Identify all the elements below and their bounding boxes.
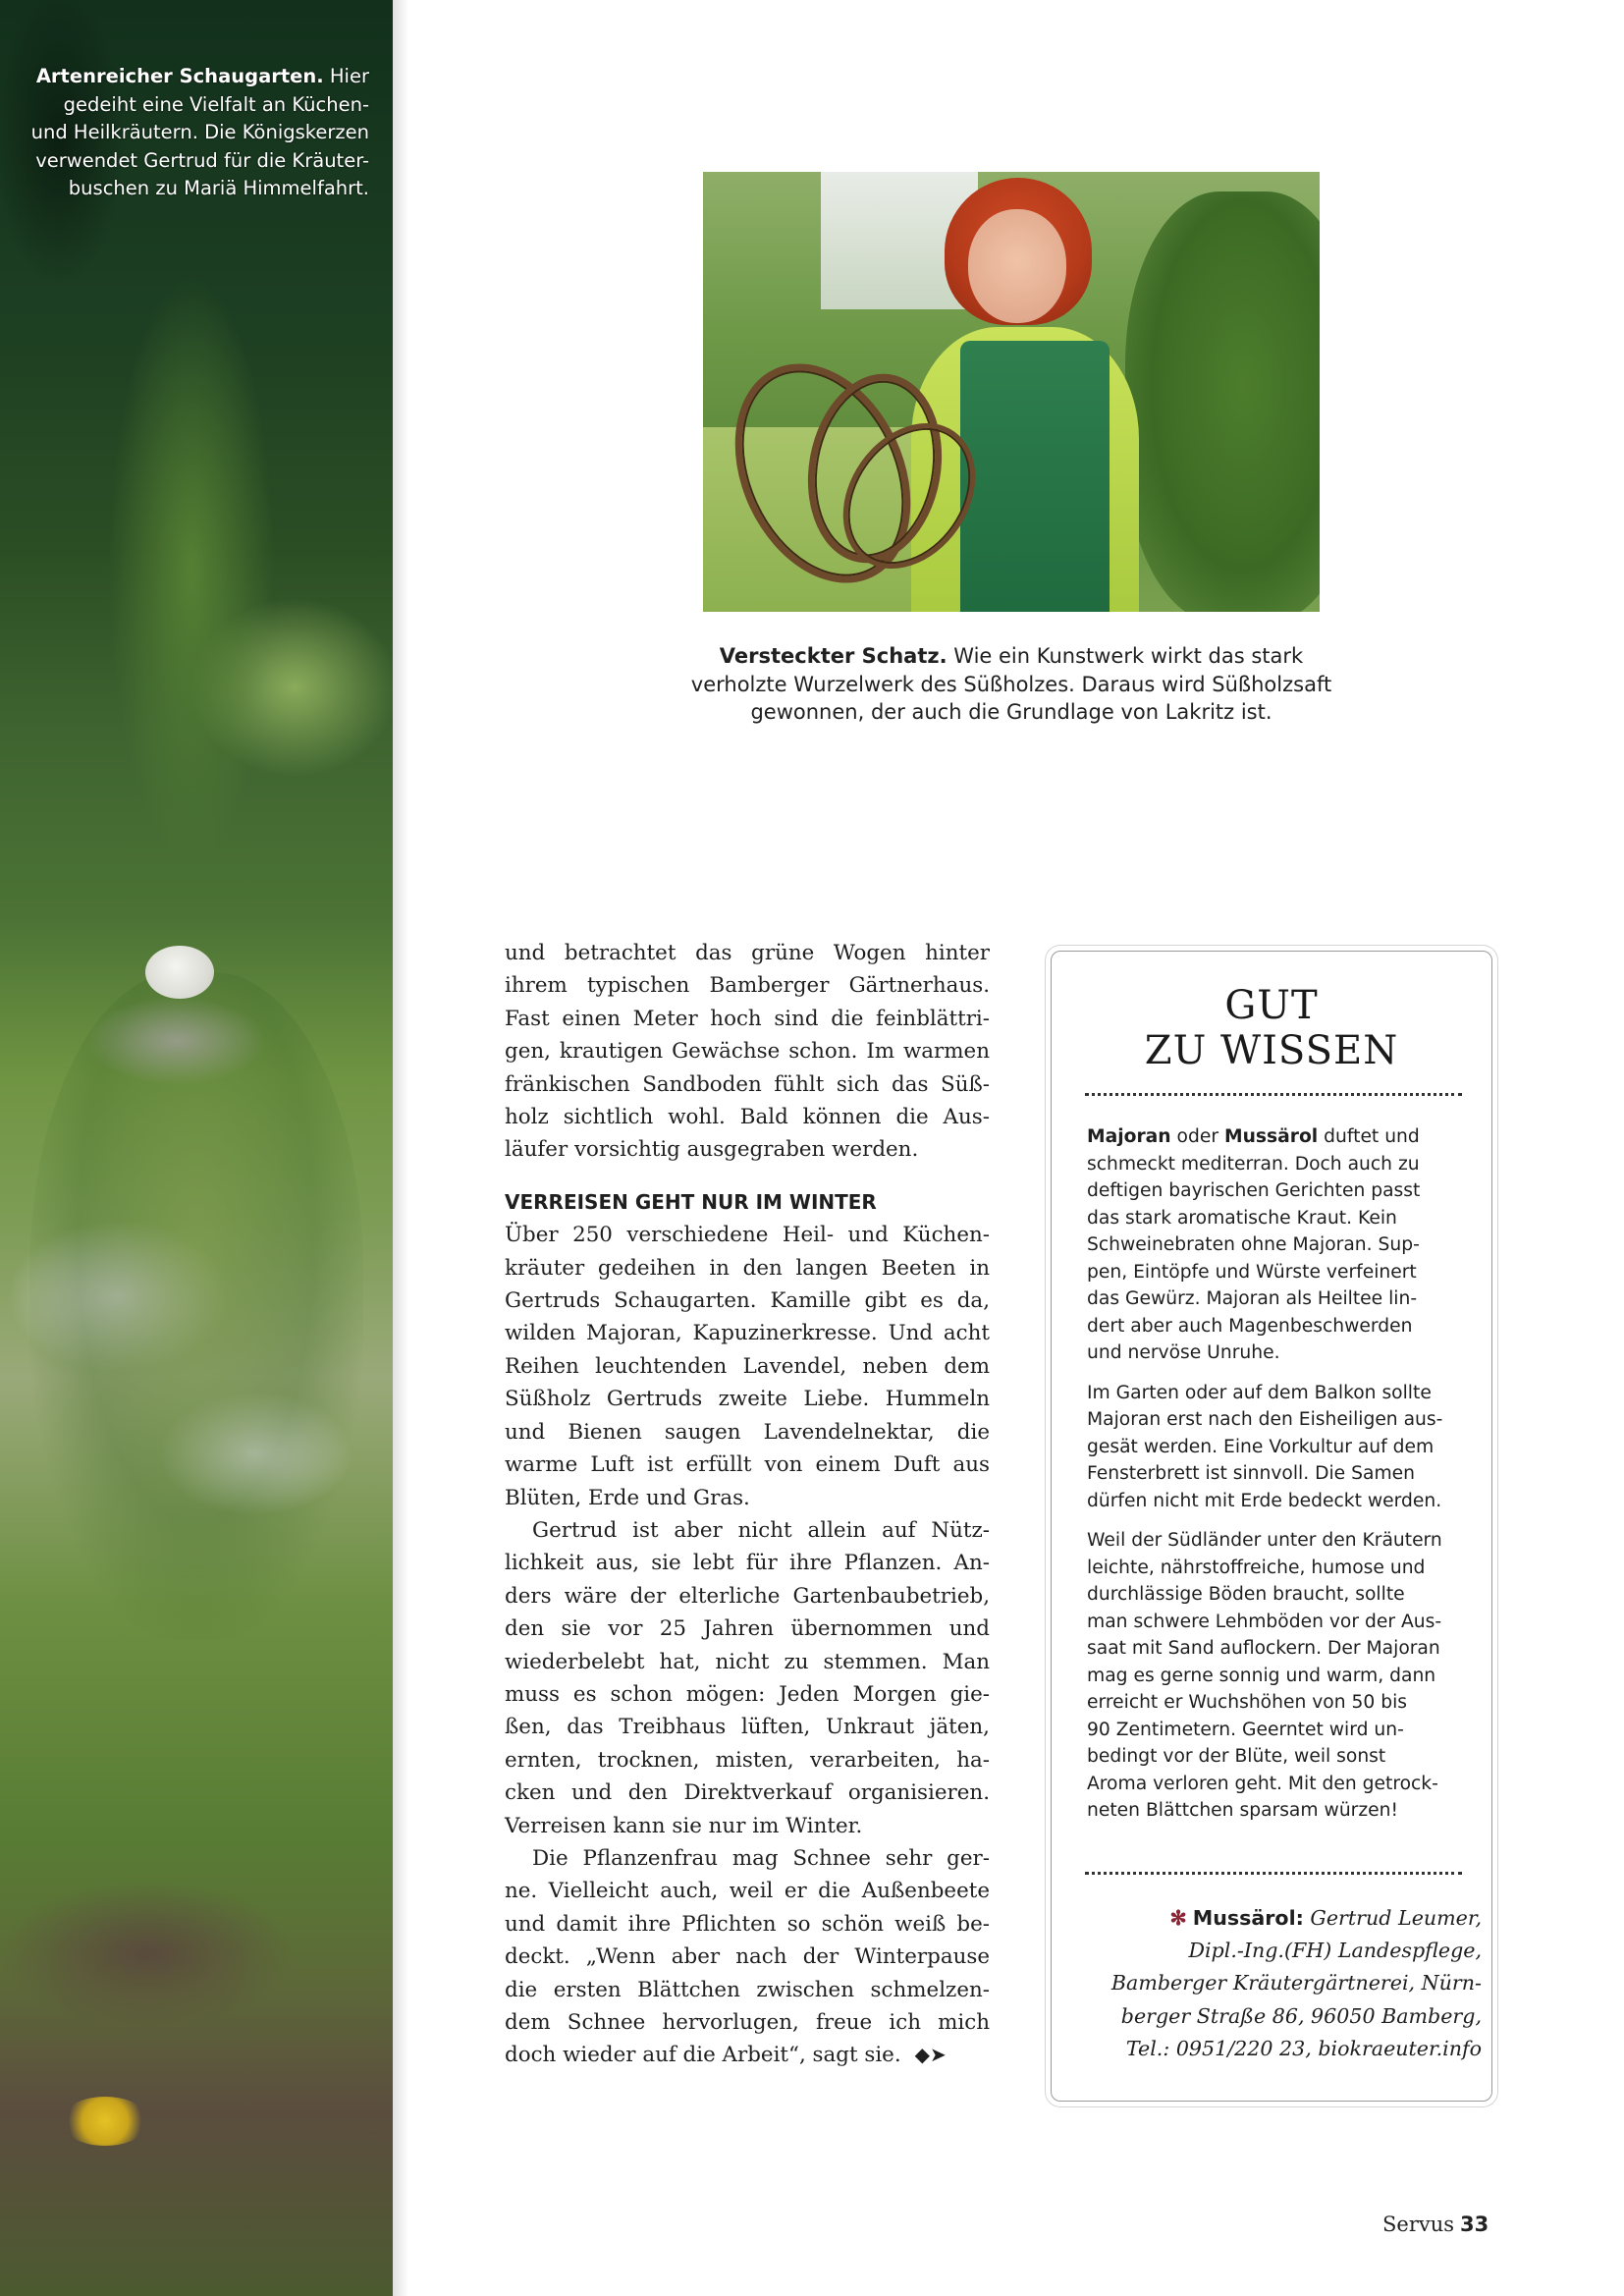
info-paragraph: Im Garten oder auf dem Balkon sollte Majoran erst nach den Eisheiligen aus- gesät werden. Eine Vorkultur auf dem Fensterbrett ist sinnvoll. Die Samen dürfen nicht mit Erde bedeckt werden. [1087, 1382, 1443, 1511]
article-line: ernten, trocknen, misten, verarbeiten, ha- [505, 1747, 990, 1773]
keyword-majoran: Majoran [1087, 1126, 1171, 1147]
article-line: Gertruds Schaugarten. Kamille gibt es da, [505, 1288, 990, 1314]
article-line: muss es schon mögen: Jeden Morgen gie- [505, 1681, 990, 1707]
article-line: warme Luft ist erfüllt von einem Duft aus [505, 1452, 990, 1478]
flower-icon: ✻ [1169, 1906, 1187, 1930]
article-subheading: VERREISEN GEHT NUR IM WINTER [505, 1189, 877, 1214]
page-gutter-shadow [393, 0, 408, 2296]
magazine-name: Servus [1382, 2213, 1455, 2236]
article-line: die ersten Blättchen zwischen schmelzen- [505, 1977, 990, 2002]
keyword-mussaerol: Mussärol [1223, 1126, 1319, 1147]
article-line: holz sichtlich wohl. Bald können die Aus- [505, 1105, 990, 1130]
portrait-bush [1125, 191, 1320, 612]
contact-line: Tel.: 0951/220 23, biokraeuter.info [1125, 2036, 1482, 2060]
dotted-divider [1085, 1872, 1462, 1875]
garden-shrub [29, 972, 363, 1640]
article-line: wilden Majoran, Kapuzinerkresse. Und acht [505, 1321, 990, 1346]
portrait-caption-lead: Versteckter Schatz. [719, 644, 947, 668]
article-line: ders wäre der elterliche Gartenbaubetrieb, [505, 1583, 990, 1609]
paragraph-gap [505, 1167, 990, 1186]
article-line: und Bienen saugen Lavendelnektar, die [505, 1419, 990, 1445]
portrait-face [968, 209, 1066, 323]
article-line: läufer vorsichtig ausgegraben werden. [505, 1137, 919, 1163]
article-line: cken und den Direktverkauf organisieren. [505, 1780, 990, 1806]
garden-caption-line: und Heilkräutern. Die Königskerzen [30, 121, 369, 143]
portrait-apron [960, 341, 1110, 612]
article-line: Über 250 verschiedene Heil- und Küchen- [505, 1223, 990, 1248]
garden-caption-line: verwendet Gertrud für die Kräuter- [35, 148, 369, 172]
garden-caption-line: gedeiht eine Vielfalt an Küchen- [63, 92, 369, 116]
article-line: den sie vor 25 Jahren übernommen und [505, 1616, 990, 1642]
info-box-body [1087, 1123, 1460, 1837]
info-box-title: GUT ZU WISSEN [1144, 983, 1399, 1073]
portrait-caption-line: gewonnen, der auch die Grundlage von Lakritz ist. [750, 700, 1272, 724]
article-line: doch wieder auf die Arbeit“, sagt sie. ◆➤ [505, 2039, 990, 2071]
page-number: 33 [1460, 2213, 1489, 2236]
article-line: Fast einen Meter hoch sind die feinblättri- [505, 1006, 990, 1031]
garden-plant-sign [145, 946, 214, 999]
article-line: deckt. „Wenn aber nach der Winterpause [505, 1944, 990, 1970]
article-line: ihrem typischen Bamberger Gärtnerhaus. [505, 973, 990, 999]
article-line: Die Pflanzenfrau mag Schnee sehr ger- [532, 1845, 990, 1871]
info-paragraph: Majoran oder Mussärol duftet und schmeckt mediterran. Doch auch zu deftigen bayrischen Gerichten passt das stark aromatische Kraut. Kein Schweinebraten ohne Majoran. Sup- pen, Eintöpfe und Würste verfeinert das Gewürz. Majoran als Heiltee lin- dert aber auch Magenbeschwerden und nervöse Unruhe. [1087, 1126, 1421, 1363]
portrait-caption-line: verholzte Wurzelwerk des Süßholzes. Daraus wird Süßholzsaft [690, 672, 1332, 696]
garden-caption-lead: Artenreicher Schaugarten. [35, 65, 324, 87]
info-box [1051, 951, 1492, 2102]
article-line: ßen, das Treibhaus lüften, Unkraut jäten, [505, 1715, 990, 1740]
portrait-photo-caption [687, 642, 1335, 727]
article-line: Verreisen kann sie nur im Winter. [505, 1813, 863, 1838]
contact-block: ✻ Mussärol: Gertrud Leumer, Dipl.-Ing.(FH) Landespflege, Bamberger Kräutergärtnerei, Nürn- berger Straße 86, 96050 Bamberg, Tel.: 0951/220 23, biokraeuter.info [1069, 1902, 1482, 2065]
contact-line: berger Straße 86, 96050 Bamberg, [1120, 2003, 1482, 2028]
page-folio [1382, 2213, 1489, 2236]
portrait-photo [703, 172, 1320, 612]
info-paragraph: Weil der Südländer unter den Kräutern leichte, nährstoffreiche, humose und durchlässige Böden braucht, sollte man schwere Lehmböden vor der Aus- saat mit Sand auflockern. Der Majoran mag es gerne sonnig und warm, dann erreicht er Wuchshöhen von 50 bis 90 Zentimetern. Geerntet wird un- bedingt vor der Blüte, weil sonst Aroma verloren geht. Mit den getrock- neten Blättchen sparsam würzen! [1087, 1530, 1442, 1821]
end-of-article-icon: ◆➤ [914, 2043, 947, 2067]
garden-foliage-highlight [108, 275, 275, 864]
article-line: Gertrud ist aber nicht allein auf Nütz- [532, 1517, 990, 1543]
portrait-caption-line: Versteckter Schatz. Wie ein Kunstwerk wirkt das stark [719, 644, 1304, 668]
garden-photo-caption [0, 63, 369, 203]
article-line: Blüten, Erde und Gras. [505, 1485, 750, 1510]
garden-photo [0, 0, 393, 2296]
dotted-divider [1085, 1093, 1462, 1096]
contact-name-label: Mussärol: [1192, 1906, 1304, 1930]
article-line: und betrachtet das grüne Wogen hinter [505, 941, 990, 965]
article-line: wiederbelebt hat, nicht zu stemmen. Man [505, 1649, 990, 1674]
garden-yellow-flowers [61, 2097, 149, 2146]
article-line: lichkeit aus, sie lebt für ihre Pflanzen. An- [505, 1551, 990, 1576]
article-line: Reihen leuchtenden Lavendel, neben dem [505, 1353, 990, 1379]
article-line: und damit ihre Pflichten so schön weiß be- [505, 1911, 990, 1937]
article-line: ne. Vielleicht auch, weil er die Außenbeete [505, 1879, 990, 1904]
contact-line: Dipl.-Ing.(FH) Landespflege, [1188, 1939, 1482, 1963]
garden-caption-line: Artenreicher Schaugarten. Hier [35, 65, 369, 87]
garden-caption-line: buschen zu Mariä Himmelfahrt. [68, 177, 369, 199]
article-line: gen, krautigen Gewächse schon. Im warmen [505, 1039, 990, 1065]
contact-line: Bamberger Kräutergärtnerei, Nürn- [1110, 1971, 1482, 1995]
article-line: fränkischen Sandboden fühlt sich das Süß- [505, 1071, 990, 1097]
article-line: Süßholz Gertruds zweite Liebe. Hummeln [505, 1387, 990, 1412]
article-line: dem Schnee hervorlugen, freue ich mich [505, 2010, 990, 2035]
article-body [505, 937, 990, 2072]
article-line: kräuter gedeihen in den langen Beeten in [505, 1255, 990, 1281]
